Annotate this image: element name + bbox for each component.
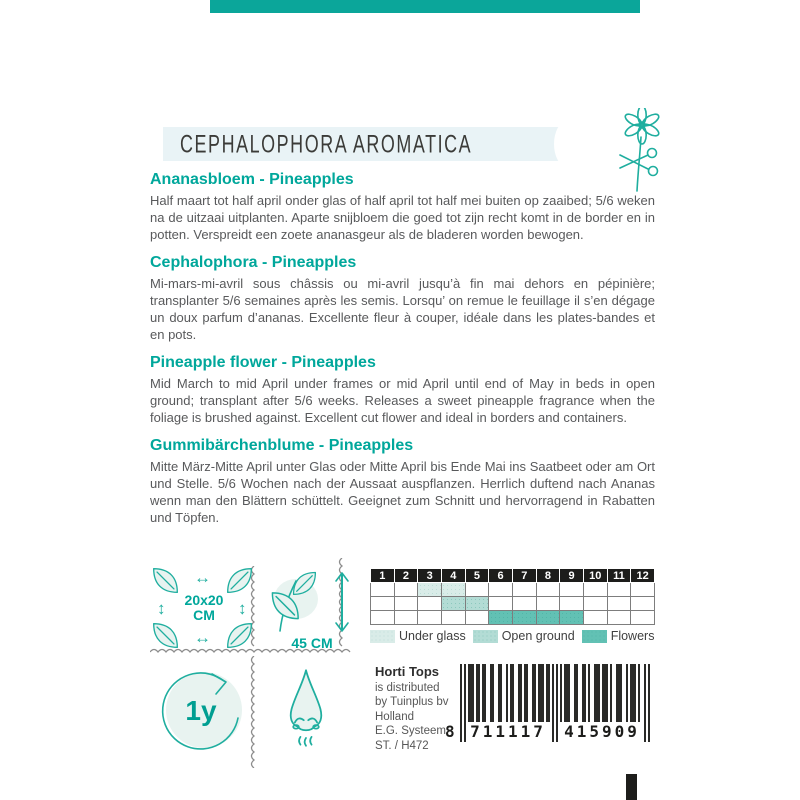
calendar-cell [607, 583, 631, 597]
calendar-row-light [371, 583, 655, 597]
calendar-cell [512, 597, 536, 611]
calendar-cell [607, 597, 631, 611]
calendar-cell [489, 597, 513, 611]
section-fr [150, 254, 655, 343]
calendar-cell [631, 583, 655, 597]
calendar-cell [583, 611, 607, 625]
plant-height-label: 45 CM [291, 635, 333, 651]
distributor-name: Horti Tops [375, 664, 440, 679]
calendar-month-header: 12 [631, 569, 655, 583]
calendar-cell [371, 597, 395, 611]
fragrance-nose-icon [280, 668, 332, 748]
calendar-cell [371, 583, 395, 597]
section-body-de: Mitte März-Mitte April unter Glas oder Mitte April bis Ende Mai ins Saatbeet oder am Ort und Stelle. 5/6 Wochen nach der Aussaat auspflanzen. Herrlich duftend nach Ananas wenn man den Blättern schüttelt. Geeignet zum Schnitt und hervorragend in Rabatten und Töpfen. [150, 459, 655, 525]
barcode-digits-right: 415909 [561, 722, 643, 742]
distributor-line: Holland [375, 710, 414, 723]
leaf-icon [226, 567, 253, 594]
calendar-cell [465, 583, 489, 597]
section-de [150, 437, 655, 526]
distributor-line: ST. / H472 [375, 739, 429, 752]
calendar-cell [394, 597, 418, 611]
legend-item-dotted [473, 629, 575, 643]
planting-distance-icon [152, 567, 256, 651]
calendar-cell [560, 597, 584, 611]
calendar-cell [441, 611, 465, 625]
legend-swatch [473, 630, 498, 643]
section-body-nl: Half maart tot half april onder glas of half april tot half mei buiten op zaaibed; 5/6 weken na de uitzaai uitplanten. Aparte snijbloem die goed tot zijn recht komt in de border en in potten. Verspreidt een zoete ananasgeur als de bladeren worden bewogen. [150, 193, 655, 242]
calendar-cell [512, 611, 536, 625]
calendar-cell [583, 597, 607, 611]
calendar-table [370, 568, 655, 625]
calendar-cell [394, 583, 418, 597]
calendar-cell [536, 597, 560, 611]
barcode [445, 664, 650, 744]
print-registration-mark [626, 774, 637, 800]
calendar-month-header: 8 [536, 569, 560, 583]
horizontal-arrow-icon: ↔ [194, 628, 211, 647]
legend-label: Under glass [399, 629, 466, 643]
section-en [150, 354, 655, 426]
calendar-row-solid [371, 611, 655, 625]
calendar-month-header: 4 [441, 569, 465, 583]
calendar-header-row [371, 569, 655, 583]
calendar-cell [371, 611, 395, 625]
section-heading-nl: Ananasbloem - Pineapples [150, 171, 354, 188]
section-nl [150, 171, 655, 243]
calendar-month-header: 10 [583, 569, 607, 583]
wavy-divider-vertical [250, 656, 258, 768]
calendar-cell [536, 583, 560, 597]
calendar-cell [560, 583, 584, 597]
calendar-month-header: 5 [465, 569, 489, 583]
barcode-digit-first: 8 [445, 722, 455, 741]
legend-item-solid [582, 629, 655, 643]
calendar-month-header: 11 [607, 569, 631, 583]
calendar-cell [441, 597, 465, 611]
calendar-cell [418, 611, 442, 625]
calendar-cell [631, 611, 655, 625]
calendar-cell [394, 611, 418, 625]
leaf-icon [152, 622, 179, 649]
legend-label: Flowers [610, 629, 655, 643]
variety-banner [163, 127, 567, 161]
section-body-fr: Mi-mars-mi-avril sous châssis ou mi-avril jusqu’à fin mai dehors en pépinière; transplanter 5/6 semaines après les semis. Lorsqu’ on remue le feuillage il s’en dégage un doux parfum d’ananas. Excellente fleur à couper, idéale dans les plates-bandes et en pots. [150, 276, 655, 342]
calendar-cell [583, 583, 607, 597]
calendar-cell [489, 611, 513, 625]
leaf-icon [226, 622, 253, 649]
calendar-cell [465, 597, 489, 611]
calendar-cell [489, 583, 513, 597]
vertical-arrow-icon: ↕ [157, 599, 166, 618]
description-sections [150, 171, 655, 537]
planting-distance-value: 20x20 [184, 592, 224, 608]
distributor-lines [375, 681, 465, 754]
calendar-month-header: 2 [394, 569, 418, 583]
plant-height-icon [266, 569, 358, 657]
calendar-cell [536, 611, 560, 625]
distributor-line: by Tuinplus bv [375, 696, 449, 708]
calendar-month-header: 6 [489, 569, 513, 583]
calendar-legend [370, 629, 656, 643]
section-heading-en: Pineapple flower - Pineapples [150, 354, 376, 371]
horizontal-arrow-icon: ↔ [194, 568, 211, 587]
barcode-digits-left: 711117 [467, 722, 549, 742]
calendar-cell [418, 583, 442, 597]
calendar-cell [512, 583, 536, 597]
calendar-cell [465, 611, 489, 625]
section-body-en: Mid March to mid April under frames or mid April until end of May in beds in open ground; transplant after 5/6 weeks. Releases a sweet pineapple fragrance when the foliage is brushed against. Excellent cut flower and ideal in borders and containers. [150, 376, 655, 425]
leaf-icon [152, 567, 179, 594]
calendar-month-header: 3 [418, 569, 442, 583]
calendar-month-header: 7 [512, 569, 536, 583]
distributor-line: is distributed [375, 681, 440, 694]
sowing-calendar [370, 568, 656, 643]
variety-name: CEPHALOPHORA AROMATICA [180, 129, 473, 158]
legend-label: Open ground [501, 629, 575, 643]
calendar-month-header: 9 [560, 569, 584, 583]
legend-item-light [370, 629, 466, 643]
calendar-month-header: 1 [371, 569, 395, 583]
calendar-row-dotted [371, 597, 655, 611]
distributor-line: E.G. Systeem [375, 725, 446, 737]
calendar-cell [607, 611, 631, 625]
calendar-cell [441, 583, 465, 597]
calendar-cell [418, 597, 442, 611]
legend-swatch [582, 630, 607, 643]
vertical-arrow-icon: ↕ [238, 599, 247, 618]
planting-distance-unit: CM [193, 607, 215, 623]
top-color-bar [210, 0, 640, 13]
legend-swatch [370, 630, 395, 643]
section-heading-fr: Cephalophora - Pineapples [150, 254, 357, 271]
calendar-cell [560, 611, 584, 625]
section-heading-de: Gummibärchenblume - Pineapples [150, 437, 414, 454]
annual-cycle-label: 1y [185, 695, 217, 726]
annual-cycle-icon [154, 666, 248, 760]
planting-distance-label [172, 593, 236, 623]
calendar-cell [631, 597, 655, 611]
